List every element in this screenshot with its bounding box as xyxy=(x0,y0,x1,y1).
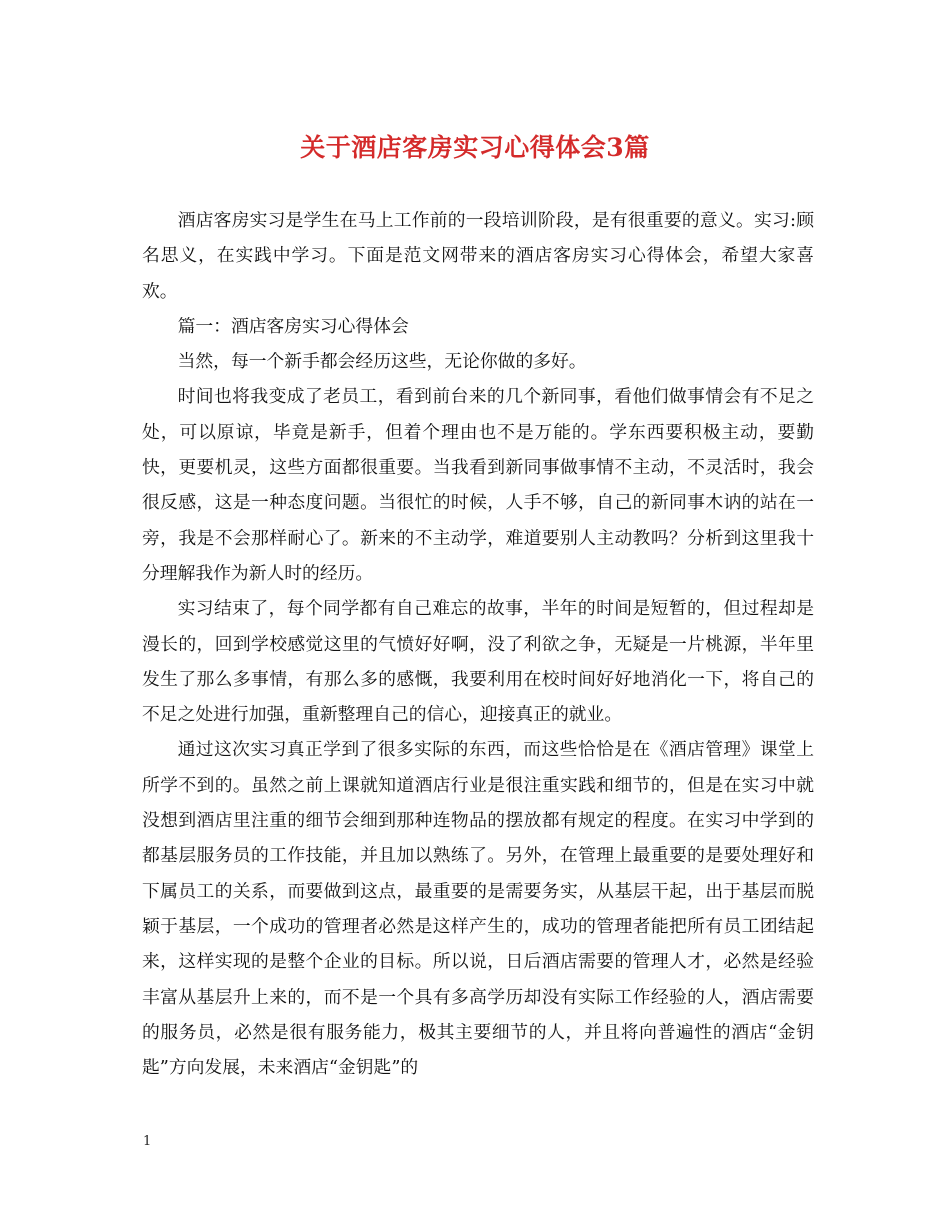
paragraph: 当然，每一个新手都会经历这些，无论你做的多好。 xyxy=(177,351,587,373)
document-title: 关于酒店客房实习心得体会3篇 xyxy=(300,133,650,162)
paragraph: 通过这次实习真正学到了很多实际的东西，而这些恰恰是在《酒店管理》课堂上所学不到的。虽然之前上课就知道酒店行业是很注重实践和细节的，但是在实习中就没想到酒店里注重的细节会细到那种连物品的摆放都有规定的程度。在实习中学到的都基层服务员的工作技能，并且加以熟练了。另外，在管理上最重要的是要处理好和下属员工的关系，而要做到这点，最重要的是需要务实，从基层干起，出于基层而脱颖于基层，一个成功的管理者必然是这样产生的，成功的管理者能把所有员工团结起来，这样实现的是整个企业的目标。所以说，日后酒店需要的管理人才，必然是经验丰富从基层升上来的，而不是一个具有多高学历却没有实际工作经验的人，酒店需要的服务员，必然是很有服务能力，极其主要细节的人，并且将向普遍性的酒店“金钥匙”方向发展，未来酒店“金钥匙”的 xyxy=(142,739,814,1079)
page-number: 1 xyxy=(143,1134,152,1149)
paragraph-section-heading: 篇一：酒店客房实习心得体会 xyxy=(177,315,409,337)
paragraph: 实习结束了，每个同学都有自己难忘的故事，半年的时间是短暂的，但过程却是漫长的，回到学校感觉这里的气愤好好啊，没了利欲之争，无疑是一片桃源，半年里发生了那么多事情，有那么多的感慨，我要利用在校时间好好地消化一下，将自己的不足之处进行加强，重新整理自己的信心，迎接真正的就业。 xyxy=(142,598,814,726)
paragraph: 时间也将我变成了老员工，看到前台来的几个新同事，看他们做事情会有不足之处，可以原谅，毕竟是新手，但着个理由也不是万能的。学东西要积极主动，要勤快，更要机灵，这些方面都很重要。当我看到新同事做事情不主动，不灵活时，我会很反感，这是一种态度问题。当很忙的时候，人手不够，自己的新同事木讷的站在一旁，我是不会那样耐心了。新来的不主动学，难道要别人主动教吗？分析到这里我十分理解我作为新人时的经历。 xyxy=(142,386,814,584)
document-body xyxy=(142,203,814,1085)
paragraph-intro: 酒店客房实习是学生在马上工作前的一段培训阶段，是有很重要的意义。实习:顾名思义，在实践中学习。下面是范文网带来的酒店客房实习心得体会，希望大家喜欢。 xyxy=(142,210,814,302)
